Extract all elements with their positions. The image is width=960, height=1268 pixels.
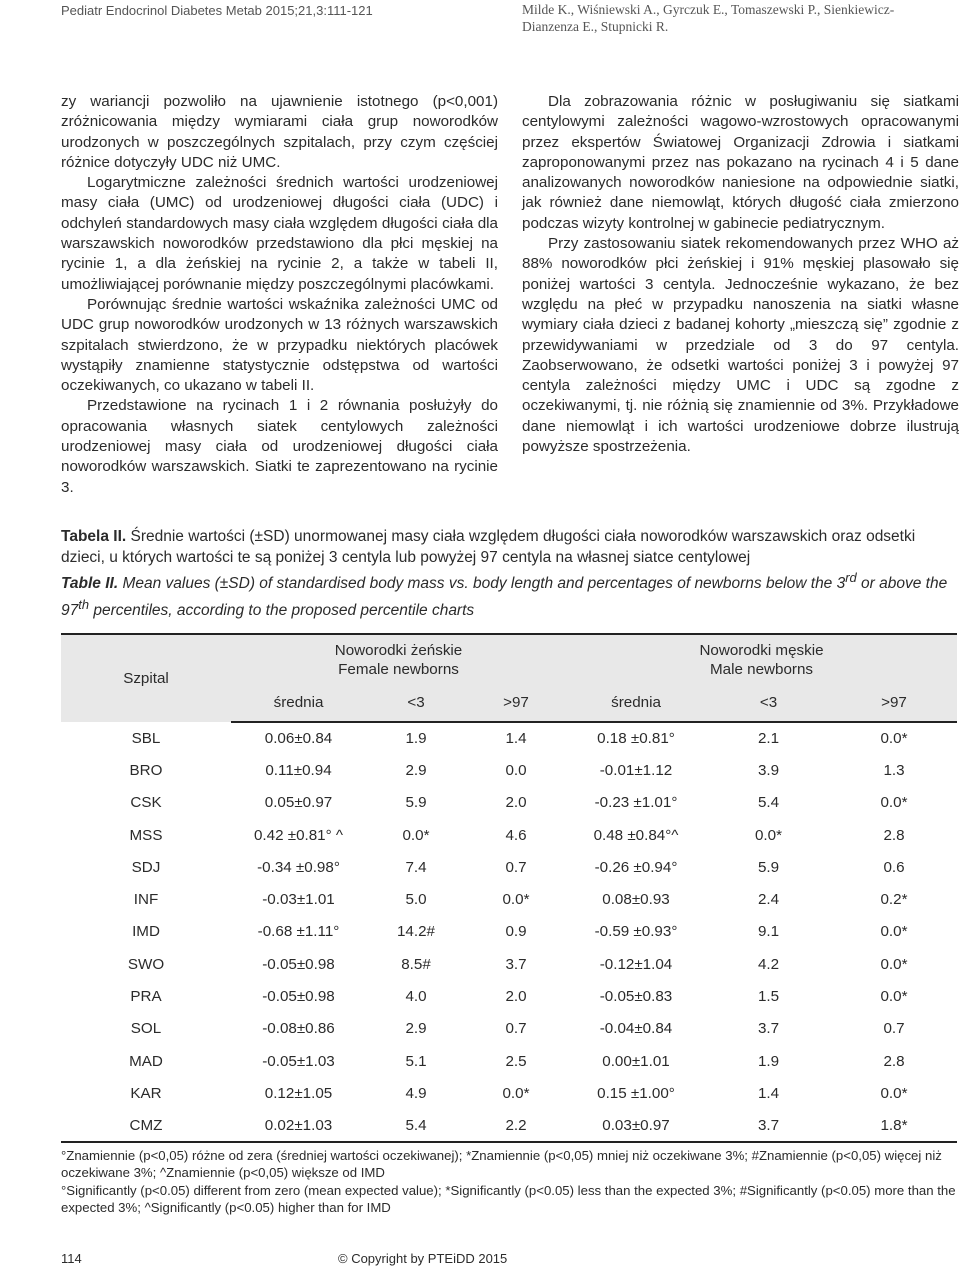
caption-text-pl: Średnie wartości (±SD) unormowanej masy ciała względem długości ciała noworodków warszawskich oraz odsetki dzieci, u których wartości te są poniżej 3 centyla lub powyżej 97 centyla na własnej siatce centylowej: [61, 528, 916, 566]
caption-label-pl: Tabela II.: [61, 528, 127, 545]
table-cell: 2.9: [405, 761, 427, 779]
male-header-en: Male newborns: [710, 660, 813, 678]
male-header-pl: Noworodki męskie: [699, 641, 824, 659]
table-cell: -0.05±0.83: [599, 988, 673, 1006]
table-cell: 2.9: [405, 1020, 427, 1038]
hospital-code-cell: IMD: [132, 923, 160, 941]
table-cell: 0.02±1.03: [231, 1110, 366, 1142]
table-cell: 0.0*: [880, 988, 908, 1006]
table-cell: 1.9: [405, 730, 427, 748]
body-column-left: [61, 92, 498, 498]
table-cell: -0.59 ±0.93°: [594, 923, 678, 941]
superscript: th: [78, 596, 90, 612]
table-cell: 9.1: [757, 923, 780, 941]
table-cell: 2.8: [883, 1052, 905, 1070]
hospital-code-cell: SWO: [127, 955, 165, 973]
table-cell: 1.4: [505, 730, 527, 748]
female-header-pl: Noworodki żeńskie: [334, 641, 463, 659]
table-cell: -0.03±1.01: [262, 891, 335, 909]
table-row: [61, 851, 957, 883]
body-column-right: [522, 92, 959, 457]
table-cell: 1.5: [757, 988, 780, 1006]
data-table: [61, 633, 957, 1143]
table-cell: 5.0: [405, 891, 427, 909]
table-cell: 1.9: [757, 1052, 780, 1070]
hospital-code-cell: KAR: [130, 1084, 162, 1102]
table-cell: 0.08±0.93: [602, 891, 670, 909]
table-cell: 3.7: [505, 955, 527, 973]
female-header-en: Female newborns: [338, 660, 459, 678]
table-cell: 0.0*: [880, 923, 908, 941]
table-cell: 0.00±1.01: [602, 1052, 670, 1070]
footnote-english: °Significantly (p<0.05) different from zero (mean expected value); *Significantly (p<0.05) less than the expected 3%; #Significantly (p<0.05) more than the expected 3%; ^Significantly (p<0.05) higher than for IMD: [61, 1182, 956, 1215]
table-cell: -0.01±1.12: [599, 761, 673, 779]
hospital-code-cell: SDJ: [131, 858, 161, 876]
table-cell: 1.4: [757, 1084, 780, 1102]
table-cell: 0.0*: [880, 730, 908, 748]
paragraph: Porównując średnie wartości wskaźnika zależności UMC od UDC grup noworodków urodzonych w 13 różnych warszawskich szpitalach stwierdzono, że w przypadku niektórych placówek wystąpiły znamienne statystycznie odstępstwa od wartości oczekiwanych, co ukazano w tabeli II.: [61, 295, 498, 395]
hospital-code-cell: CMZ: [61, 1110, 231, 1142]
table-cell: 2.5: [505, 1052, 527, 1070]
table-row: [61, 948, 957, 980]
table-cell: 0.18 ±0.81°: [597, 730, 675, 748]
table-cell: 4.2: [757, 955, 780, 973]
caption-text-en: or above the 97: [61, 575, 948, 619]
table-cell: 0.7: [505, 1020, 527, 1038]
table-cell: 0.05±0.97: [264, 794, 333, 812]
table-cell: 0.0*: [502, 891, 530, 909]
table-cell: 0.0*: [754, 826, 783, 844]
hospital-code-cell: MSS: [129, 826, 163, 844]
table-cell: 14.2#: [396, 923, 435, 941]
journal-citation: Pediatr Endocrinol Diabetes Metab 2015;21,3:111-121: [61, 3, 373, 18]
hospital-code-cell: SOL: [130, 1020, 162, 1038]
hospital-code-cell: CSK: [130, 794, 162, 812]
table-row: [61, 883, 957, 915]
table-cell: -0.68 ±1.11°: [257, 923, 340, 941]
table-cell: 0.6: [883, 858, 905, 876]
table-cell: 0.42 ±0.81° ^: [253, 826, 344, 844]
table-cell: 2.4: [757, 891, 780, 909]
table-cell: 2.0: [505, 988, 527, 1006]
table-cell: 0.0*: [880, 794, 908, 812]
footnote-polish: °Znamiennie (p<0,05) różne od zera (średniej wartości oczekiwanej); *Znamiennie (p<0,05) mniej niż oczekiwane 3%; #Znamiennie (p<0,05) więcej niż oczekiwane 3%; ^Znamiennie (p<0,05) większe od IMD: [61, 1148, 942, 1181]
caption-text-en: percentiles, according to the proposed percentile charts: [89, 601, 475, 619]
table-cell: 5.1: [405, 1052, 427, 1070]
table-cell: 0.11±0.94: [265, 761, 332, 779]
table-cell: 3.9: [757, 761, 780, 779]
table-caption: [61, 527, 957, 621]
table-cell: 4.6: [505, 826, 527, 844]
table-cell: 0.06±0.84: [264, 730, 333, 748]
copyright-notice: © Copyright by PTEiDD 2015: [338, 1251, 508, 1266]
table-cell: 5.9: [405, 794, 427, 812]
column-header: >97: [831, 684, 957, 722]
table-cell: 0.0*: [502, 1084, 530, 1102]
caption-label-en: Table II.: [61, 575, 119, 593]
paragraph: Przedstawione na rycinach 1 i 2 równania posłużyły do opracowania własnych siatek centylowych zależności urodzeniowej masy ciała od urodzeniowej długości ciała noworodków warszawskich. Siatki te zaprezentowano na rycinie 3.: [61, 397, 498, 496]
paragraph: Dla zobrazowania różnic w posługiwaniu się siatkami centylowymi zależności wagowo-wzrostowych opracowanymi przez ekspertów Światowej Organizacji Zdrowia i siatkami zaproponowanymi przez nas pokazano na rycinach 4 i 5 dane analizowanych noworodków naniesione na odpowiednie siatki, jak również dane niemowląt, których długość ciała zmierzono podczas wizyty kontrolnej w gabinecie pediatrycznym.: [522, 93, 959, 232]
table-cell: -0.23 ±1.01°: [594, 794, 678, 812]
table-cell: -0.05±0.98: [262, 988, 335, 1006]
table-cell: 5.4: [366, 1110, 466, 1142]
table-cell: 0.7: [883, 1020, 905, 1038]
page-number: 114: [61, 1251, 82, 1266]
table-cell: 0.12±1.05: [264, 1084, 333, 1102]
table-row: [61, 819, 957, 851]
column-header: <3: [366, 684, 466, 722]
table-caption-english: [61, 568, 957, 621]
table-row: [61, 980, 957, 1012]
table-cell: 2.8: [883, 826, 905, 844]
table-row: [61, 787, 957, 819]
table-cell: 0.0*: [402, 826, 430, 844]
paragraph: Przy zastosowaniu siatek rekomendowanych przez WHO aż 88% noworodków płci żeńskiej i 91% męskiej plasowało się poniżej wartości 3 centyla. Jednocześnie wykazano, że bez względu na płeć w przypadku nanoszenia na siatki własne wymiary ciała dzieci z badanej kohorty „mieszczą się” zgodnie z przewidywaniami w przedziale od 3 do 97 centyla. Zaobserwowano, że odsetki wartości poniżej 3 i powyżej 97 centyla zależności między UMC i UDC są zgodne z oczekiwanymi, tj. nie różnią się znamiennie od 3%. Przykładowe dane niemowląt i ich wartości urodzeniowe dobrze ilustrują powyższe spostrzeżenia.: [522, 235, 959, 456]
column-group-male: [566, 634, 957, 684]
paragraph: zy wariancji pozwoliło na ujawnienie istotnego (p<0,001) zróżnicowania między wymiarami ciała grup noworodków urodzonych w poszczególnych szpitalach, przy czym częściej różnice dotyczyły UDC niż UMC.: [61, 93, 498, 171]
table-cell: 1.8*: [831, 1110, 957, 1142]
column-header-hospital: Szpital: [61, 634, 231, 722]
table-cell: 0.7: [505, 858, 527, 876]
table-cell: 4.0: [405, 988, 427, 1006]
hospital-code-cell: INF: [133, 891, 159, 909]
column-header: <3: [706, 684, 831, 722]
table-cell: -0.05±0.98: [262, 955, 335, 973]
table-cell: 0.15 ±1.00°: [597, 1084, 675, 1102]
table-row: [61, 754, 957, 786]
table-cell: -0.05±1.03: [262, 1052, 335, 1070]
column-header: >97: [466, 684, 566, 722]
table-cell: 0.0*: [880, 955, 908, 973]
superscript: rd: [845, 570, 857, 585]
table-cell: -0.04±0.84: [599, 1020, 673, 1038]
table-cell: 2.2: [466, 1110, 566, 1142]
hospital-code-cell: BRO: [129, 761, 163, 779]
table-cell: 4.9: [405, 1084, 427, 1102]
table-cell: 0.03±0.97: [566, 1110, 706, 1142]
article-authors: Milde K., Wiśniewski A., Gyrczuk E., Tomaszewski P., Sienkiewicz-Dianzenza E., Stupnicki R.: [522, 2, 895, 34]
table-row: [61, 916, 957, 948]
table-row: [61, 1045, 957, 1077]
table-caption-polish: [61, 527, 957, 568]
table-cell: 1.3: [883, 761, 905, 779]
hospital-code-cell: MAD: [129, 1052, 163, 1070]
table-cell: -0.12±1.04: [599, 955, 673, 973]
table-row: [61, 1077, 957, 1109]
table-cell: 2.1: [757, 730, 780, 748]
caption-text-en: Mean values (±SD) of standardised body mass vs. body length and percentages of newborns below the 3: [118, 575, 846, 593]
table-cell: 3.7: [757, 1020, 780, 1038]
paragraph: Logarytmiczne zależności średnich wartości urodzeniowej masy ciała (UMC) od urodzeniowej długości ciała (UDC) i odchyleń standardowych masy ciała względem długości ciała dla warszawskich noworodków przedstawiono dla płci męskiej na rycinie 1, a dla żeńskiej na rycinie 2, a także w tabeli II, umożliwiającej porównanie między poszczególnymi placówkami.: [61, 174, 498, 293]
table-cell: 0.9: [505, 923, 527, 941]
table-cell: 0.0*: [880, 1084, 908, 1102]
table-row: [61, 722, 957, 754]
table-cell: 3.7: [706, 1110, 831, 1142]
table-cell: 0.2*: [880, 891, 908, 909]
table-cell: 5.4: [757, 794, 780, 812]
column-header: średnia: [566, 684, 706, 722]
table-footnotes: [61, 1147, 957, 1216]
table-row: [61, 1110, 957, 1142]
column-group-female: [231, 634, 566, 684]
column-header: średnia: [231, 684, 366, 722]
table-cell: 5.9: [757, 858, 780, 876]
table-cell: 2.0: [505, 794, 527, 812]
table-cell: -0.26 ±0.94°: [594, 858, 678, 876]
table-cell: 8.5#: [401, 955, 431, 973]
table-cell: 0.0: [505, 761, 527, 779]
table-cell: 0.48 ±0.84°^: [593, 826, 679, 844]
table-cell: -0.08±0.86: [262, 1020, 335, 1038]
hospital-code-cell: PRA: [130, 988, 162, 1006]
table-row: [61, 1013, 957, 1045]
table-cell: 7.4: [405, 858, 427, 876]
hospital-code-cell: SBL: [131, 729, 161, 747]
table-cell: -0.34 ±0.98°: [257, 858, 340, 876]
